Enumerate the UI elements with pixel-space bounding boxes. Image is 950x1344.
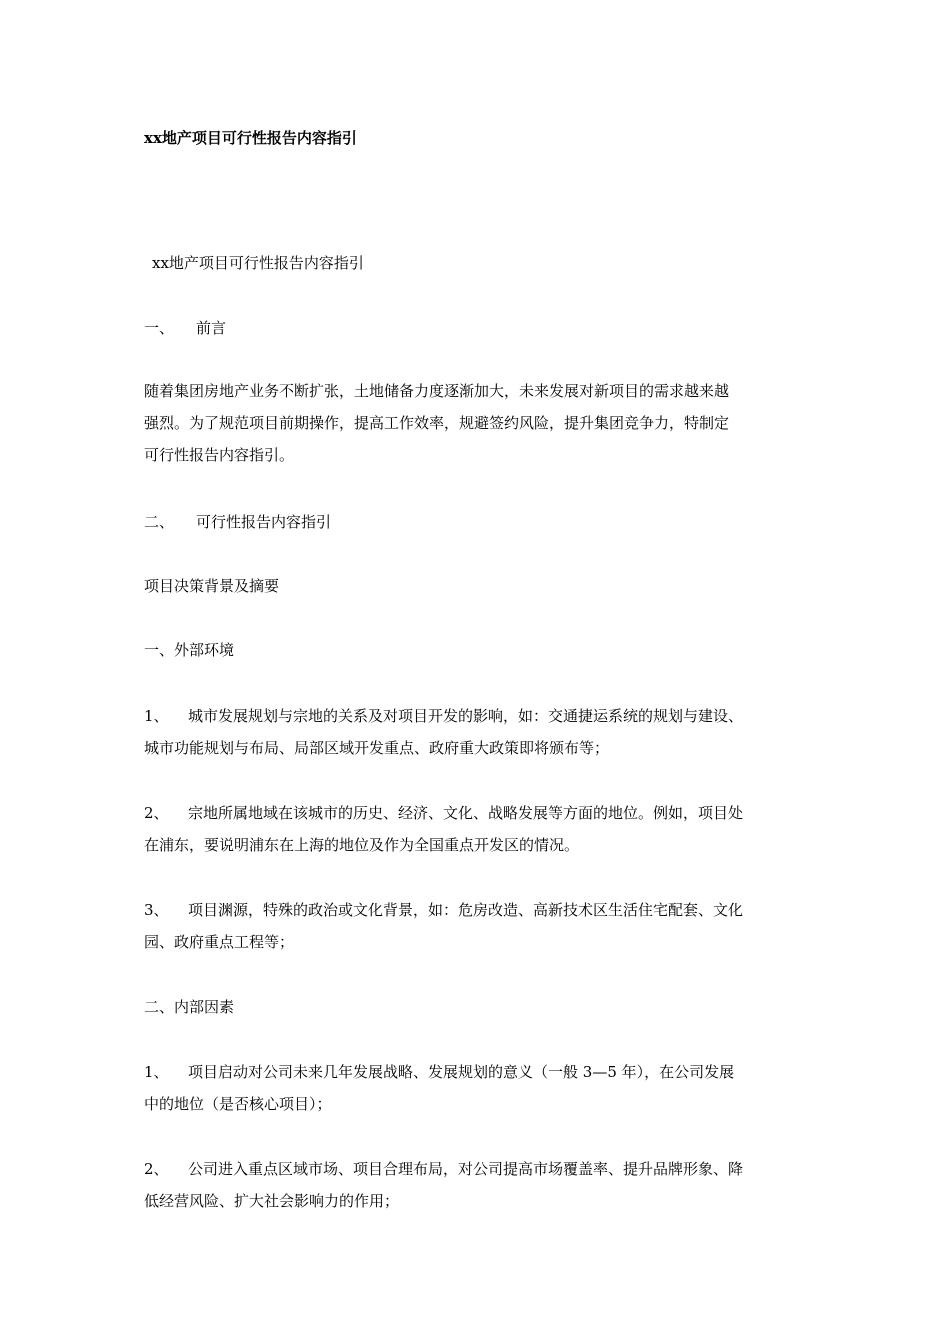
list-item-text: 项目启动对公司未来几年发展战略、发展规划的意义（一般 3—5 年），在公司发展 — [188, 1063, 735, 1081]
section-title: 前言 — [196, 319, 227, 337]
list-item-number: 2、 — [144, 804, 169, 822]
section-number: 二、 — [144, 513, 175, 531]
section-heading-guide — [144, 512, 331, 532]
list-item-number: 2、 — [144, 1160, 169, 1178]
list-item-number: 1、 — [144, 707, 169, 725]
list-item-text: 城市发展规划与宗地的关系及对项目开发的影响，如：交通捷运系统的规划与建设、 — [188, 707, 744, 725]
list-item-text: 宗地所属地域在该城市的历史、经济、文化、战略发展等方面的地位。例如，项目处 — [188, 804, 744, 822]
list-item-number: 1、 — [144, 1063, 169, 1081]
list-item — [144, 900, 743, 920]
list-item-continuation: 中的地位（是否核心项目）； — [144, 1095, 332, 1113]
document-header-title: xx地产项目可行性报告内容指引 — [144, 129, 357, 147]
list-item — [144, 1159, 743, 1179]
subheading-internal-factors: 二、内部因素 — [144, 998, 235, 1016]
paragraph-line: 强烈。为了规范项目前期操作，提高工作效率，规避签约风险，提升集团竞争力，特制定 — [144, 414, 730, 432]
list-item-number: 3、 — [144, 901, 169, 919]
subheading-project-background: 项目决策背景及摘要 — [144, 577, 280, 595]
document-subtitle: xx地产项目可行性报告内容指引 — [152, 254, 364, 272]
section-heading-preface — [144, 318, 226, 338]
paragraph-line: 随着集团房地产业务不断扩张，土地储备力度逐渐加大，未来发展对新项目的需求越来越 — [144, 382, 730, 400]
list-item-continuation: 低经营风险、扩大社会影响力的作用； — [144, 1192, 400, 1210]
paragraph-line: 可行性报告内容指引。 — [144, 446, 295, 464]
list-item — [144, 706, 743, 726]
list-item-continuation: 园、政府重点工程等； — [144, 933, 295, 951]
list-item-text: 公司进入重点区域市场、项目合理布局，对公司提高市场覆盖率、提升品牌形象、降 — [188, 1160, 744, 1178]
subheading-external-environment: 一、外部环境 — [144, 641, 235, 659]
section-title: 可行性报告内容指引 — [196, 513, 332, 531]
list-item — [144, 1062, 734, 1082]
list-item-continuation: 城市功能规划与布局、局部区域开发重点、政府重大政策即将颁布等； — [144, 739, 610, 757]
list-item-text: 项目渊源，特殊的政治或文化背景，如：危房改造、高新技术区生活住宅配套、文化 — [188, 901, 744, 919]
list-item — [144, 803, 743, 823]
section-number: 一、 — [144, 319, 175, 337]
list-item-continuation: 在浦东，要说明浦东在上海的地位及作为全国重点开发区的情况。 — [144, 836, 580, 854]
